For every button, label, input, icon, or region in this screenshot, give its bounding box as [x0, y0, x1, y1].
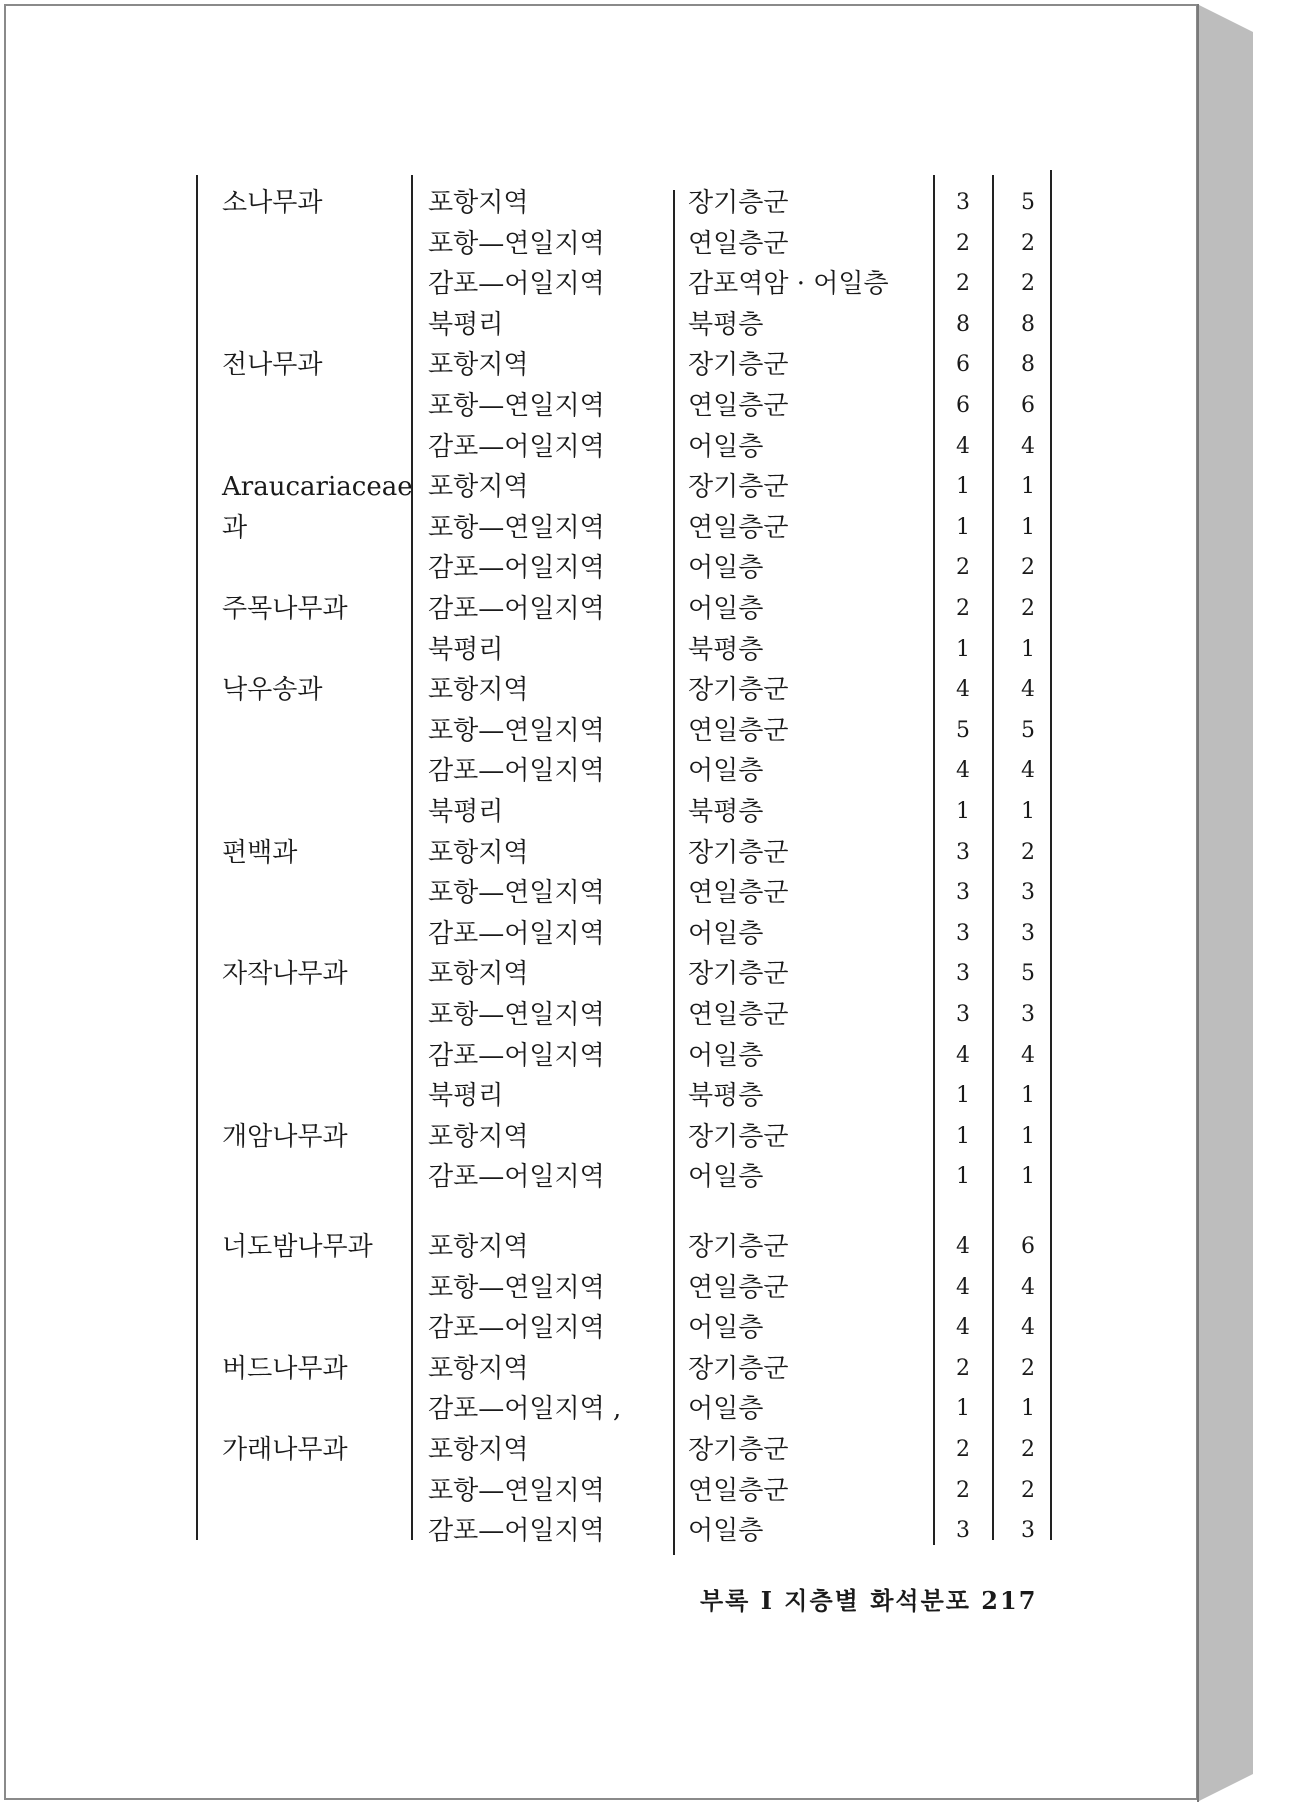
- count1-cell: 4: [956, 1315, 970, 1340]
- count2-cell: 4: [1021, 1043, 1035, 1068]
- count2-cell: 1: [1021, 799, 1035, 824]
- table-row: [0, 1076, 1194, 1116]
- table-row: [0, 792, 1194, 832]
- table-row: [0, 508, 1194, 548]
- table-row: [0, 467, 1194, 507]
- table-row: [0, 1117, 1194, 1157]
- table-row: [0, 548, 1194, 588]
- count2-cell: 2: [1021, 840, 1035, 865]
- count2-cell: 2: [1021, 555, 1035, 580]
- count1-cell: 1: [956, 799, 970, 824]
- table-row: [0, 1471, 1194, 1511]
- count1-cell: 3: [956, 1518, 970, 1543]
- region-cell: 감포—어일지역: [428, 594, 605, 624]
- region-cell: 감포—어일지역: [428, 756, 605, 786]
- family-cell: 편백과: [222, 838, 298, 868]
- formation-cell: 연일층군: [688, 229, 789, 259]
- count1-cell: 1: [956, 1083, 970, 1108]
- formation-cell: 어일층: [688, 553, 764, 583]
- formation-cell: 연일층군: [688, 1476, 789, 1506]
- count1-cell: 2: [956, 596, 970, 621]
- table-row: [0, 995, 1194, 1035]
- region-cell: 포항—연일지역: [428, 229, 605, 259]
- region-cell: 감포—어일지역: [428, 269, 605, 299]
- formation-cell: 장기층군: [688, 838, 789, 868]
- formation-cell: 연일층군: [688, 513, 789, 543]
- count1-cell: 8: [956, 312, 970, 337]
- table-row: [0, 1308, 1194, 1348]
- count1-cell: 3: [956, 1002, 970, 1027]
- count1-cell: 4: [956, 1043, 970, 1068]
- count2-cell: 5: [1021, 190, 1035, 215]
- count2-cell: 5: [1021, 718, 1035, 743]
- count1-cell: 2: [956, 231, 970, 256]
- region-cell: 포항지역: [428, 1232, 529, 1262]
- family-cell: 자작나무과: [222, 959, 348, 989]
- family-cell: 버드나무과: [222, 1354, 348, 1384]
- formation-cell: 어일층: [688, 1041, 764, 1071]
- formation-cell: 연일층군: [688, 716, 789, 746]
- count1-cell: 4: [956, 1234, 970, 1259]
- table-row: [0, 183, 1194, 223]
- region-cell: 포항—연일지역: [428, 513, 605, 543]
- formation-cell: 어일층: [688, 1516, 764, 1546]
- count2-cell: 4: [1021, 434, 1035, 459]
- formation-cell: 감포역암 · 어일층: [688, 269, 889, 299]
- count2-cell: 6: [1021, 1234, 1035, 1259]
- region-cell: 포항—연일지역: [428, 1273, 605, 1303]
- book-spine-edge: [1197, 4, 1199, 1802]
- family-cell: 주목나무과: [222, 594, 348, 624]
- region-cell: 북평리: [428, 310, 504, 340]
- region-cell: 감포—어일지역: [428, 1041, 605, 1071]
- count1-cell: 1: [956, 637, 970, 662]
- region-cell: 포항—연일지역: [428, 878, 605, 908]
- family-cell: Araucariaceae: [222, 472, 413, 502]
- table-row: [0, 954, 1194, 994]
- table-row: [0, 1511, 1194, 1551]
- family-cell: 너도밤나무과: [222, 1232, 373, 1262]
- count1-cell: 6: [956, 352, 970, 377]
- count2-cell: 4: [1021, 1315, 1035, 1340]
- table-row: [0, 1349, 1194, 1389]
- count1-cell: 3: [956, 921, 970, 946]
- table-row: [0, 630, 1194, 670]
- region-cell: 포항—연일지역: [428, 391, 605, 421]
- formation-cell: 북평층: [688, 797, 764, 827]
- family-cell: 전나무과: [222, 350, 323, 380]
- formation-cell: 어일층: [688, 919, 764, 949]
- count2-cell: 1: [1021, 515, 1035, 540]
- table-row: [0, 224, 1194, 264]
- table-row: [0, 427, 1194, 467]
- table-row: [0, 345, 1194, 385]
- formation-cell: 어일층: [688, 756, 764, 786]
- table-row: [0, 914, 1194, 954]
- region-cell: 포항지역: [428, 959, 529, 989]
- table-row: [0, 670, 1194, 710]
- region-cell: 감포—어일지역: [428, 1313, 605, 1343]
- formation-cell: 연일층군: [688, 1000, 789, 1030]
- count2-cell: 2: [1021, 596, 1035, 621]
- table-row: [0, 305, 1194, 345]
- region-cell: 감포—어일지역 ,: [428, 1394, 622, 1424]
- count1-cell: 1: [956, 1124, 970, 1149]
- count1-cell: 4: [956, 434, 970, 459]
- region-cell: 감포—어일지역: [428, 1516, 605, 1546]
- book-spine: [1197, 4, 1253, 1802]
- formation-cell: 어일층: [688, 432, 764, 462]
- formation-cell: 연일층군: [688, 1273, 789, 1303]
- formation-cell: 장기층군: [688, 1232, 789, 1262]
- region-cell: 포항—연일지역: [428, 1476, 605, 1506]
- count2-cell: 6: [1021, 393, 1035, 418]
- count2-cell: 1: [1021, 1083, 1035, 1108]
- formation-cell: 장기층군: [688, 350, 789, 380]
- region-cell: 포항지역: [428, 350, 529, 380]
- formation-cell: 어일층: [688, 1394, 764, 1424]
- count2-cell: 2: [1021, 1356, 1035, 1381]
- family-cell: 소나무과: [222, 188, 323, 218]
- formation-cell: 장기층군: [688, 1435, 789, 1465]
- table-row: [0, 1157, 1194, 1197]
- count2-cell: 1: [1021, 474, 1035, 499]
- formation-cell: 연일층군: [688, 391, 789, 421]
- count1-cell: 2: [956, 271, 970, 296]
- region-cell: 북평리: [428, 797, 504, 827]
- formation-cell: 어일층: [688, 1162, 764, 1192]
- region-cell: 포항지역: [428, 188, 529, 218]
- formation-cell: 장기층군: [688, 1122, 789, 1152]
- region-cell: 포항지역: [428, 1122, 529, 1152]
- count1-cell: 2: [956, 555, 970, 580]
- count2-cell: 1: [1021, 637, 1035, 662]
- count1-cell: 6: [956, 393, 970, 418]
- count1-cell: 2: [956, 1478, 970, 1503]
- count2-cell: 1: [1021, 1124, 1035, 1149]
- page-footer: 부록 Ⅰ 지층별 화석분포 217: [700, 1586, 1038, 1615]
- family-cell: 가래나무과: [222, 1435, 348, 1465]
- region-cell: 포항지역: [428, 838, 529, 868]
- family-cell: 과: [222, 513, 248, 543]
- table-row: [0, 873, 1194, 913]
- region-cell: 감포—어일지역: [428, 432, 605, 462]
- region-cell: 포항지역: [428, 1354, 529, 1384]
- count2-cell: 2: [1021, 1437, 1035, 1462]
- count1-cell: 1: [956, 474, 970, 499]
- region-cell: 북평리: [428, 1081, 504, 1111]
- region-cell: 포항—연일지역: [428, 716, 605, 746]
- region-cell: 북평리: [428, 635, 504, 665]
- formation-cell: 장기층군: [688, 1354, 789, 1384]
- count1-cell: 4: [956, 677, 970, 702]
- formation-cell: 연일층군: [688, 878, 789, 908]
- count2-cell: 2: [1021, 231, 1035, 256]
- formation-cell: 장기층군: [688, 472, 789, 502]
- table-row: [0, 264, 1194, 304]
- table-row: [0, 1389, 1194, 1429]
- count1-cell: 1: [956, 1396, 970, 1421]
- table-row: [0, 386, 1194, 426]
- count2-cell: 2: [1021, 1478, 1035, 1503]
- formation-cell: 북평층: [688, 310, 764, 340]
- count1-cell: 2: [956, 1437, 970, 1462]
- table-row: [0, 1430, 1194, 1470]
- table-row: [0, 589, 1194, 629]
- region-cell: 포항—연일지역: [428, 1000, 605, 1030]
- formation-cell: 어일층: [688, 594, 764, 624]
- region-cell: 감포—어일지역: [428, 1162, 605, 1192]
- count2-cell: 3: [1021, 1002, 1035, 1027]
- table-row: [0, 751, 1194, 791]
- table-row: [0, 1268, 1194, 1308]
- formation-cell: 장기층군: [688, 959, 789, 989]
- count2-cell: 1: [1021, 1164, 1035, 1189]
- count1-cell: 1: [956, 1164, 970, 1189]
- count2-cell: 4: [1021, 758, 1035, 783]
- table-row: [0, 1227, 1194, 1267]
- count1-cell: 4: [956, 1275, 970, 1300]
- region-cell: 포항지역: [428, 472, 529, 502]
- count1-cell: 4: [956, 758, 970, 783]
- region-cell: 감포—어일지역: [428, 919, 605, 949]
- count2-cell: 5: [1021, 961, 1035, 986]
- formation-cell: 장기층군: [688, 188, 789, 218]
- count2-cell: 3: [1021, 880, 1035, 905]
- count2-cell: 2: [1021, 271, 1035, 296]
- count2-cell: 1: [1021, 1396, 1035, 1421]
- count2-cell: 4: [1021, 1275, 1035, 1300]
- count1-cell: 2: [956, 1356, 970, 1381]
- region-cell: 감포—어일지역: [428, 553, 605, 583]
- family-cell: 낙우송과: [222, 675, 323, 705]
- formation-cell: 북평층: [688, 635, 764, 665]
- count1-cell: 3: [956, 961, 970, 986]
- count1-cell: 1: [956, 515, 970, 540]
- region-cell: 포항지역: [428, 675, 529, 705]
- formation-cell: 어일층: [688, 1313, 764, 1343]
- table-row: [0, 833, 1194, 873]
- count1-cell: 3: [956, 880, 970, 905]
- count2-cell: 4: [1021, 677, 1035, 702]
- count1-cell: 3: [956, 840, 970, 865]
- table-row: [0, 1036, 1194, 1076]
- formation-cell: 장기층군: [688, 675, 789, 705]
- count2-cell: 3: [1021, 1518, 1035, 1543]
- table-row: [0, 711, 1194, 751]
- region-cell: 포항지역: [428, 1435, 529, 1465]
- count2-cell: 3: [1021, 921, 1035, 946]
- formation-cell: 북평층: [688, 1081, 764, 1111]
- count1-cell: 5: [956, 718, 970, 743]
- count2-cell: 8: [1021, 352, 1035, 377]
- family-cell: 개암나무과: [222, 1122, 348, 1152]
- count1-cell: 3: [956, 190, 970, 215]
- count2-cell: 8: [1021, 312, 1035, 337]
